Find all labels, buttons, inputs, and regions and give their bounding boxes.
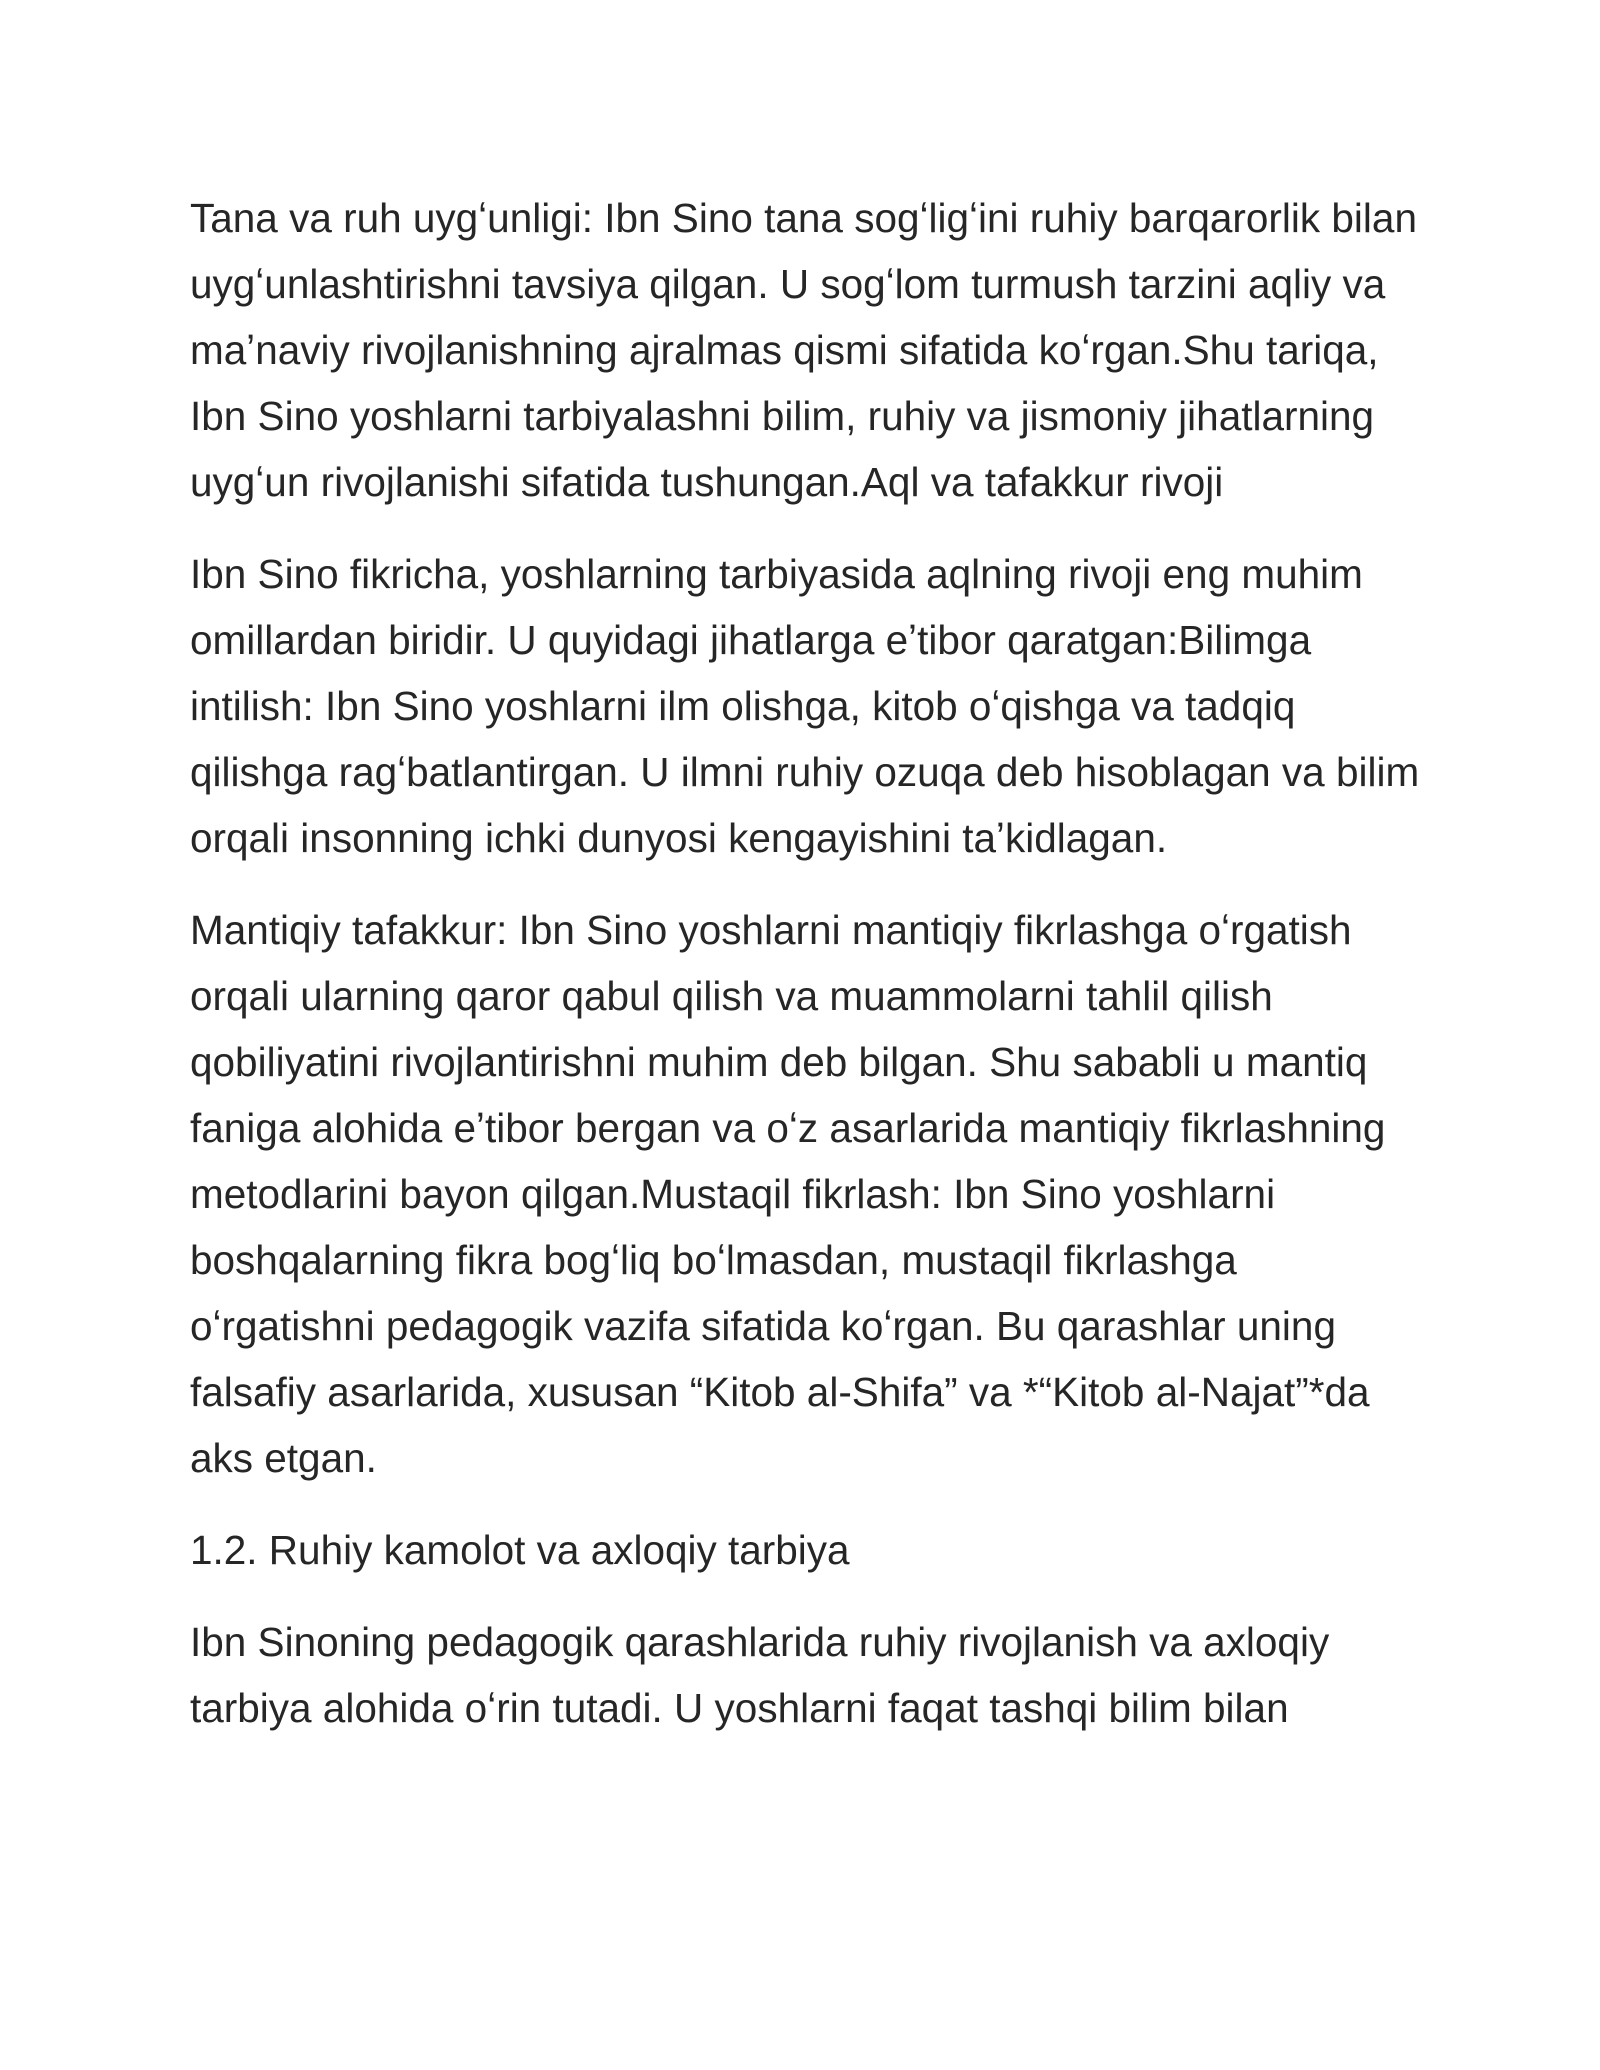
paragraph-mind-development: Ibn Sino fikricha, yoshlarning tarbiyasida aqlning rivoji eng muhim omillardan biridir. U quyidagi jihatlarga eʼtibor qaratgan:Bilimga intilish: Ibn Sino yoshlarni ilm olishga, kitob oʻqishga va tadqiq qilishga ragʻbatlantirgan. U ilmni ruhiy ozuqa deb hisoblagan va bilim orqali insonning ichki dunyosi kengayishini taʼkidlagan.	[190, 551, 1420, 861]
section-heading: 1.2. Ruhiy kamolot va axloqiy tarbiya	[190, 1527, 850, 1573]
paragraph-body-soul-harmony: Tana va ruh uygʻunligi: Ibn Sino tana sogʻligʻini ruhiy barqarorlik bilan uygʻunlashtirishni tavsiya qilgan. U sogʻlom turmush tarzini aqliy va maʼnaviy rivojlanishning ajralmas qismi sifatida koʻrgan.Shu tariqa, Ibn Sino yoshlarni tarbiyalashni bilim, ruhiy va jismoniy jihatlarning uygʻun rivojlanishi sifatida tushungan.Aql va tafakkur rivoji	[190, 195, 1417, 505]
paragraph-logical-thinking: Mantiqiy tafakkur: Ibn Sino yoshlarni mantiqiy fikrlashga oʻrgatish orqali ularning qaror qabul qilish va muammolarni tahlil qilish qobiliyatini rivojlantirishni muhim deb bilgan. Shu sababli u mantiq faniga alohida eʼtibor bergan va oʻz asarlarida mantiqiy fikrlashning metodlarini bayon qilgan.Mustaqil fikrlash: Ibn Sino yoshlarni boshqalarning fikra bogʻliq boʻlmasdan, mustaqil fikrlashga oʻrgatishni pedagogik vazifa sifatida koʻrgan. Bu qarashlar uning falsafiy asarlarida, xususan “Kitob al-Shifa” va *“Kitob al-Najat”*da aks etgan.	[190, 907, 1386, 1481]
document-body	[190, 185, 1420, 1767]
paragraph-spiritual-development: Ibn Sinoning pedagogik qarashlarida ruhiy rivojlanish va axloqiy tarbiya alohida oʻrin tutadi. U yoshlarni faqat tashqi bilim bilan	[190, 1619, 1330, 1731]
